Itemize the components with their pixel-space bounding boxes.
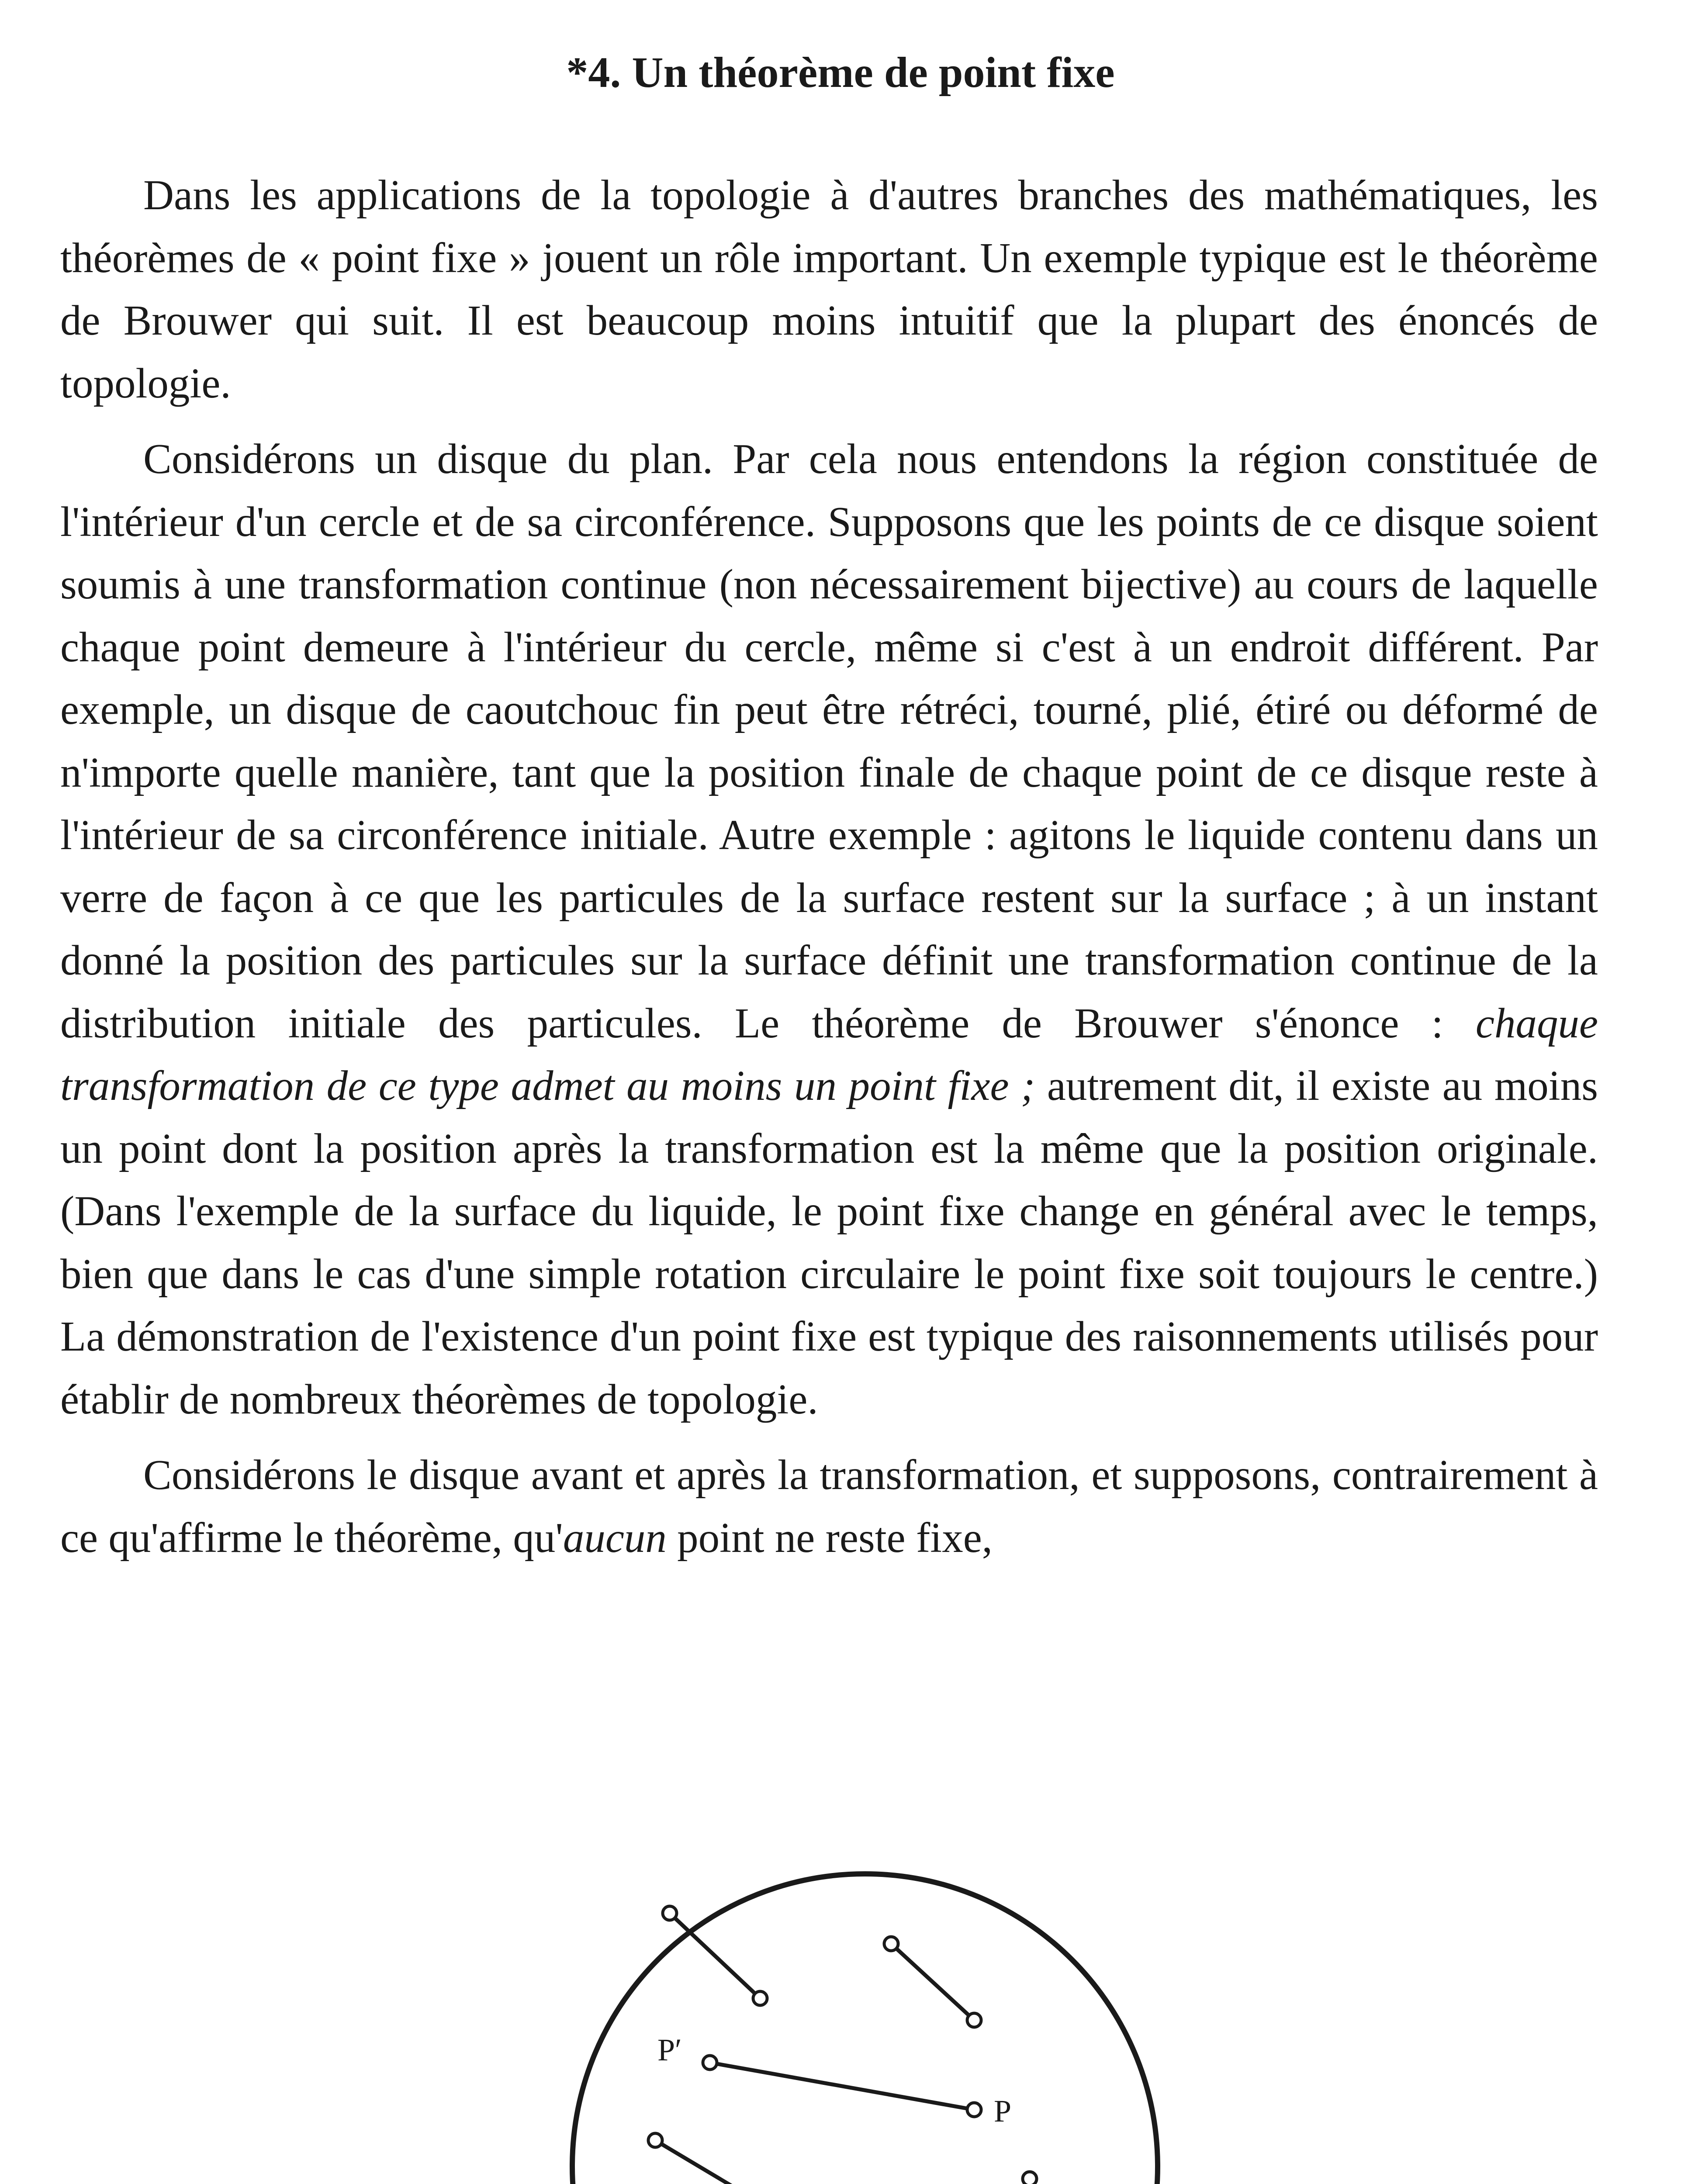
vector-1-end [753, 1991, 767, 2005]
vector-1 [663, 1906, 767, 2005]
paragraph-3-text-a: Considérons le disque avant et après la transformation, et supposons, contrairement à ce qu'affirme le théorème, qu' [60, 1451, 1598, 1561]
point-p [967, 2103, 981, 2117]
paragraph-3 [60, 1444, 1598, 1569]
label-p-prime: P′ [657, 2032, 682, 2067]
figure-132 [524, 1861, 1206, 2184]
body-text [60, 164, 1598, 1582]
vector-2-end [884, 1937, 898, 1951]
vector-p [657, 2032, 1011, 2129]
vector-2-start [967, 2013, 981, 2027]
paragraph-1 [60, 164, 1598, 415]
paragraph-2-text-b: autrement dit, il existe au moins un point dont la position après la transformation est la même que la position originale. (Dans l'exemple de la surface du liquide, le point fixe change en général avec le temps, bien que dans le cas d'une simple rotation circulaire le point fixe soit toujours le centre.) La démonstration de l'existence d'un point fixe est typique des raisonnements utilisés pour établir de nombreux théorèmes de topologie. [60, 1062, 1598, 1423]
vector-4-end [1023, 2172, 1037, 2184]
emphasis-aucun: aucun [563, 1514, 667, 1561]
paragraph-3-text-b: point ne reste fixe, [666, 1514, 993, 1561]
vector-4 [1020, 2172, 1037, 2184]
vector-2 [884, 1937, 981, 2027]
point-p-prime [703, 2056, 717, 2070]
transformation-diagram [524, 1861, 1206, 2184]
vector-3 [648, 2133, 787, 2184]
label-p: P [994, 2094, 1012, 2129]
vector-1-start [663, 1906, 677, 1920]
vector-3-end [648, 2133, 662, 2147]
section-title: *4. Un théorème de point fixe [566, 48, 1115, 97]
theorem-statement: chaque transformation de ce type admet au moins un point fixe ; [60, 999, 1598, 1109]
paragraph-2 [60, 428, 1598, 1431]
paragraph-1-text: Dans les applications de la topologie à d'autres branches des mathématiques, les théorèmes de « point fixe » jouent un rôle important. Un exemple typique est le théorème de Brouwer qui suit. Il est beaucoup moins intuitif que la plupart des énoncés de topologie. [60, 172, 1598, 407]
paragraph-2-text-a: Considérons un disque du plan. Par cela nous entendons la région constituée de l'intérieur d'un cercle et de sa circonférence. Supposons que les points de ce disque soient soumis à une transformation continue (non nécessairement bijective) au cours de laquelle chaque point demeure à l'intérieur du cercle, même si c'est à un endroit différent. Par exemple, un disque de caoutchouc fin peut être rétréci, tourné, plié, étiré ou déformé de n'importe quelle manière, tant que la position finale de chaque point de ce disque reste à l'intérieur de sa circonférence initiale. Autre exemple : agitons le liquide contenu dans un verre de façon à ce que les particules de la surface restent sur la surface ; à un instant donné la position des particules sur la surface définit une transformation continue de la distribution initiale des particules. Le théorème de Brouwer s'énonce : [60, 435, 1598, 1047]
